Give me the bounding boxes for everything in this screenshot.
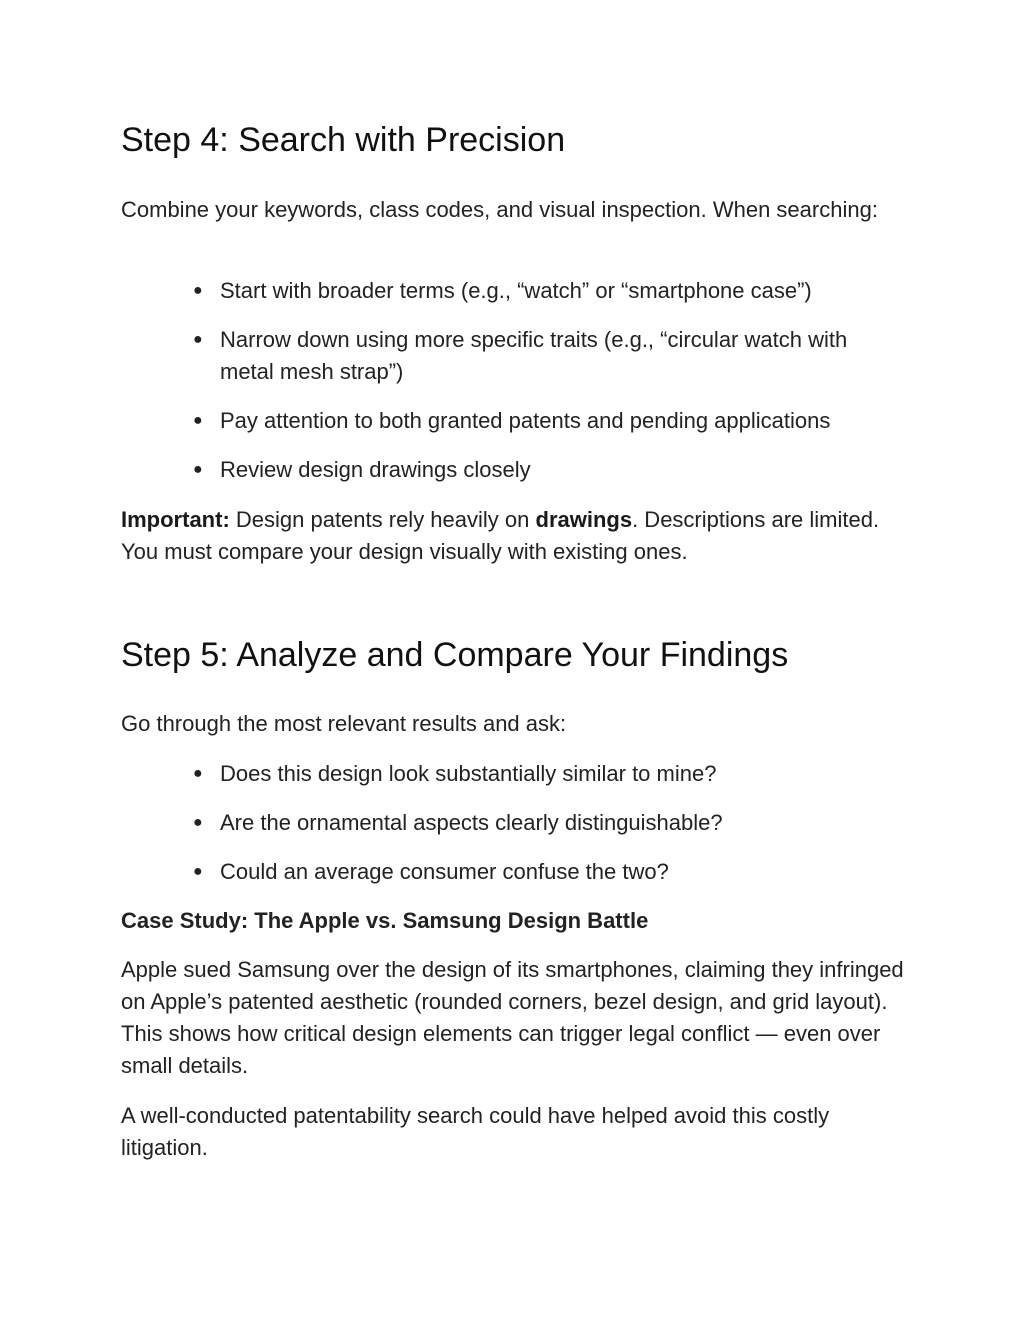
list-item-text: Are the ornamental aspects clearly distinguishable? [220,810,723,835]
important-note [121,504,911,568]
list-item [121,856,900,888]
list-item-text: Does this design look substantially similar to mine? [220,761,717,786]
list-item [121,807,900,839]
list-item [121,758,900,790]
bullet-icon: ● [193,331,203,348]
step4-bullet-list [121,275,911,503]
step5-heading: Step 5: Analyze and Compare Your Findings [121,636,789,674]
bullet-icon: ● [193,814,203,831]
step5-intro: Go through the most relevant results and ask: [121,711,567,736]
list-item-text: Narrow down using more specific traits (e.g., “circular watch with metal mesh strap”) [220,327,848,384]
list-item [121,454,900,486]
list-item-text: Start with broader terms (e.g., “watch” or “smartphone case”) [220,278,812,303]
important-label: Important: [121,507,230,532]
step4-intro: Combine your keywords, class codes, and visual inspection. When searching: [121,197,878,222]
bullet-icon: ● [193,282,203,299]
case-study-text: Apple sued Samsung over the design of its smartphones, claiming they infringed on Apple’s patented aesthetic (rounded corners, bezel design, and grid layout). This shows how critical design elements can trigger legal conflict — even over small details. [121,957,904,1078]
important-text-2: . Descriptions are limited. You must compare your design visually with existing ones. [121,507,880,564]
step4-heading: Step 4: Search with Precision [121,121,566,159]
list-item-text: Could an average consumer confuse the two? [220,859,669,884]
closing-paragraph: A well-conducted patentability search could have helped avoid this costly litigation. [121,1103,830,1160]
important-text-1: Design patents rely heavily on [229,507,536,532]
bullet-icon: ● [193,412,203,429]
list-item-text: Review design drawings closely [220,457,531,482]
step5-bullet-list [121,758,911,905]
important-bold-word: drawings [535,507,633,532]
list-item [121,405,900,437]
list-item-text: Pay attention to both granted patents and pending applications [220,408,831,433]
case-study-title: Case Study: The Apple vs. Samsung Design Battle [121,908,649,933]
list-item [121,275,900,307]
bullet-icon: ● [193,461,203,478]
bullet-icon: ● [193,863,203,880]
bullet-icon: ● [193,765,203,782]
list-item [121,324,900,388]
